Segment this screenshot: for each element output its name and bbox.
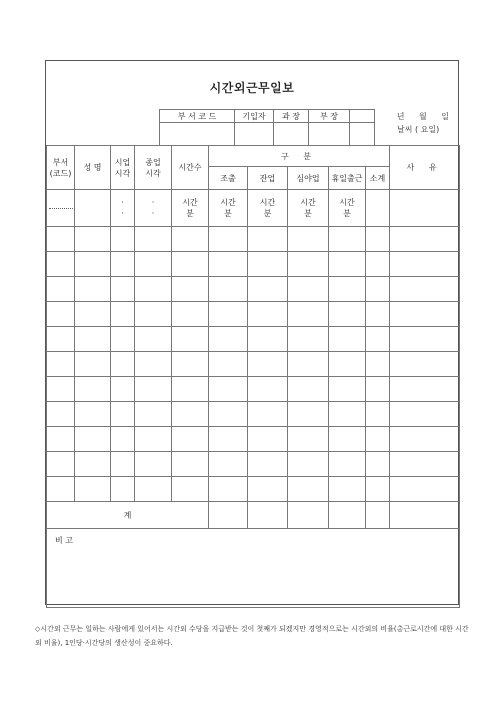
total-early-cell[interactable] xyxy=(209,502,248,529)
table-cell[interactable] xyxy=(248,302,288,327)
director-label: 부 장 xyxy=(309,110,350,123)
table-cell[interactable] xyxy=(111,427,135,452)
table-cell[interactable] xyxy=(248,327,288,352)
dept-code-field[interactable] xyxy=(160,123,235,146)
recorder-label: 기입자 xyxy=(235,110,274,123)
col-hours-header: 시간수 xyxy=(172,146,209,190)
table-cell[interactable] xyxy=(172,302,209,327)
table-row xyxy=(47,402,460,427)
table-cell[interactable] xyxy=(111,252,135,277)
table-cell[interactable] xyxy=(209,302,248,327)
table-cell[interactable] xyxy=(75,277,111,302)
table-cell[interactable] xyxy=(111,452,135,477)
table-cell[interactable] xyxy=(288,427,329,452)
table-cell[interactable] xyxy=(248,427,288,452)
table-cell[interactable] xyxy=(47,252,75,277)
col-dept-header: 부서 (코드) xyxy=(47,146,75,190)
table-cell[interactable] xyxy=(288,302,329,327)
table-cell[interactable] xyxy=(366,377,390,402)
table-cell[interactable] xyxy=(172,327,209,352)
table-cell[interactable] xyxy=(47,277,75,302)
weather-line: 날씨 ( 요일) xyxy=(397,125,440,134)
reason-cell[interactable] xyxy=(390,190,460,227)
holiday-unit-cell[interactable]: 시간 분 xyxy=(329,190,366,227)
table-cell[interactable] xyxy=(248,352,288,377)
date-weather-box xyxy=(393,109,459,143)
manager-sign-field[interactable] xyxy=(274,123,309,146)
table-cell[interactable] xyxy=(111,352,135,377)
table-cell[interactable] xyxy=(366,352,390,377)
table-cell[interactable] xyxy=(288,352,329,377)
total-subtotal-cell[interactable] xyxy=(366,502,390,529)
table-cell[interactable] xyxy=(288,452,329,477)
table-cell[interactable] xyxy=(75,427,111,452)
table-cell[interactable] xyxy=(248,227,288,252)
table-cell[interactable] xyxy=(172,477,209,502)
table-cell[interactable] xyxy=(288,477,329,502)
table-cell[interactable] xyxy=(209,452,248,477)
table-row xyxy=(47,377,460,402)
remarks-row xyxy=(47,529,460,608)
table-cell[interactable] xyxy=(75,327,111,352)
table-cell[interactable] xyxy=(288,252,329,277)
table-cell[interactable] xyxy=(47,227,75,252)
total-holiday-cell[interactable] xyxy=(329,502,366,529)
table-cell[interactable] xyxy=(288,227,329,252)
table-cell[interactable] xyxy=(366,252,390,277)
table-row xyxy=(47,277,460,302)
table-cell[interactable] xyxy=(248,277,288,302)
table-cell[interactable] xyxy=(390,402,460,427)
table-cell[interactable] xyxy=(209,252,248,277)
total-reason-cell[interactable] xyxy=(390,502,460,529)
table-row xyxy=(47,252,460,277)
dept-code-label: 부 서 코 드 xyxy=(160,110,235,123)
manager-label: 과 장 xyxy=(274,110,309,123)
table-cell[interactable] xyxy=(390,277,460,302)
table-cell[interactable] xyxy=(390,452,460,477)
table-cell[interactable] xyxy=(172,427,209,452)
table-cell[interactable] xyxy=(75,302,111,327)
remarks-label: 비 고 xyxy=(55,536,73,545)
table-cell[interactable] xyxy=(172,452,209,477)
table-cell[interactable] xyxy=(390,302,460,327)
table-cell[interactable] xyxy=(135,302,172,327)
table-cell[interactable] xyxy=(135,327,172,352)
table-cell[interactable] xyxy=(329,277,366,302)
table-cell[interactable] xyxy=(329,252,366,277)
start-time-cell[interactable]: · · xyxy=(111,190,135,227)
table-cell[interactable] xyxy=(288,402,329,427)
table-row xyxy=(47,352,460,377)
table-cell[interactable] xyxy=(135,402,172,427)
table-cell[interactable] xyxy=(75,227,111,252)
name-cell[interactable] xyxy=(75,190,111,227)
table-cell[interactable] xyxy=(248,402,288,427)
total-row xyxy=(47,502,460,529)
table-cell[interactable] xyxy=(111,377,135,402)
end-time-cell[interactable]: · · xyxy=(135,190,172,227)
footnote-text: ◇시간외 근무는 일하는 사람에게 있어서는 시간외 수당을 지급받는 것이 첫째가 되겠지만 경영적으로는 시간외의 비율(총근로시간에 대한 시간외 비율), 1인당·시간당의 생산성이 중요하다. xyxy=(35,625,469,647)
table-cell[interactable] xyxy=(172,227,209,252)
table-cell[interactable] xyxy=(288,277,329,302)
table-cell[interactable] xyxy=(172,277,209,302)
table-row xyxy=(47,227,460,252)
table-cell[interactable] xyxy=(366,277,390,302)
table-cell[interactable] xyxy=(390,352,460,377)
col-end-header: 종업 시각 xyxy=(135,146,172,190)
table-cell[interactable] xyxy=(75,477,111,502)
table-cell[interactable] xyxy=(288,327,329,352)
table-cell[interactable] xyxy=(75,377,111,402)
table-cell[interactable] xyxy=(111,277,135,302)
table-cell[interactable] xyxy=(172,352,209,377)
table-cell[interactable] xyxy=(172,252,209,277)
table-cell[interactable] xyxy=(329,327,366,352)
col-reason-header: 사 유 xyxy=(390,146,460,190)
table-cell[interactable] xyxy=(111,402,135,427)
table-row xyxy=(47,427,460,452)
recorder-sign-field[interactable] xyxy=(235,123,274,146)
dept-dotted-cell[interactable] xyxy=(47,190,75,227)
table-cell[interactable] xyxy=(366,227,390,252)
total-label: 계 xyxy=(47,502,209,529)
table-cell[interactable] xyxy=(390,252,460,277)
table-cell[interactable] xyxy=(47,452,75,477)
category-group-header: 구 분 xyxy=(209,146,390,167)
table-cell[interactable] xyxy=(366,402,390,427)
table-cell[interactable] xyxy=(209,377,248,402)
table-cell[interactable] xyxy=(209,227,248,252)
table-cell[interactable] xyxy=(329,302,366,327)
sub-early-header: 조출 xyxy=(209,167,248,190)
table-cell[interactable] xyxy=(172,377,209,402)
table-cell[interactable] xyxy=(329,452,366,477)
table-cell[interactable] xyxy=(111,302,135,327)
table-cell[interactable] xyxy=(288,377,329,402)
table-cell[interactable] xyxy=(75,252,111,277)
overtime-unit-cell[interactable]: 시간 분 xyxy=(248,190,288,227)
unit-row xyxy=(47,190,460,227)
table-cell[interactable] xyxy=(329,427,366,452)
table-cell[interactable] xyxy=(329,477,366,502)
col-start-header: 시업 시각 xyxy=(111,146,135,190)
director-sign-field[interactable] xyxy=(309,123,350,146)
table-cell[interactable] xyxy=(111,477,135,502)
sub-overtime-header: 잔업 xyxy=(248,167,288,190)
table-cell[interactable] xyxy=(209,402,248,427)
remarks-cell[interactable] xyxy=(47,529,460,608)
table-row xyxy=(47,302,460,327)
table-cell[interactable] xyxy=(135,452,172,477)
sub-subtotal-header: 소계 xyxy=(366,167,390,190)
table-cell[interactable] xyxy=(47,352,75,377)
table-cell[interactable] xyxy=(366,427,390,452)
table-cell[interactable] xyxy=(135,377,172,402)
table-cell[interactable] xyxy=(135,252,172,277)
table-cell[interactable] xyxy=(135,227,172,252)
table-cell[interactable] xyxy=(390,477,460,502)
table-cell[interactable] xyxy=(209,352,248,377)
table-cell[interactable] xyxy=(390,227,460,252)
table-row xyxy=(47,327,460,352)
dotted-separator xyxy=(49,208,73,209)
table-cell[interactable] xyxy=(366,452,390,477)
approval-extra-cell xyxy=(350,110,375,123)
table-cell[interactable] xyxy=(47,427,75,452)
table-row xyxy=(47,477,460,502)
table-cell[interactable] xyxy=(209,327,248,352)
table-cell[interactable] xyxy=(111,227,135,252)
table-cell[interactable] xyxy=(390,427,460,452)
table-cell[interactable] xyxy=(209,427,248,452)
table-cell[interactable] xyxy=(390,377,460,402)
table-cell[interactable] xyxy=(172,402,209,427)
table-cell[interactable] xyxy=(209,277,248,302)
table-cell[interactable] xyxy=(135,427,172,452)
overtime-table xyxy=(46,145,460,608)
table-cell[interactable] xyxy=(329,402,366,427)
table-cell[interactable] xyxy=(390,327,460,352)
table-cell[interactable] xyxy=(47,302,75,327)
table-cell[interactable] xyxy=(248,477,288,502)
table-cell[interactable] xyxy=(248,452,288,477)
table-cell[interactable] xyxy=(329,227,366,252)
early-unit-cell[interactable]: 시간 분 xyxy=(209,190,248,227)
sub-night-header: 심야업 xyxy=(288,167,329,190)
table-cell[interactable] xyxy=(248,377,288,402)
table-cell[interactable] xyxy=(329,352,366,377)
page-title: 시간외근무일보 xyxy=(209,81,295,95)
table-cell[interactable] xyxy=(75,452,111,477)
night-unit-cell[interactable]: 시간 분 xyxy=(288,190,329,227)
table-cell[interactable] xyxy=(75,402,111,427)
table-cell[interactable] xyxy=(75,352,111,377)
total-overtime-cell[interactable] xyxy=(248,502,288,529)
table-cell[interactable] xyxy=(366,302,390,327)
table-cell[interactable] xyxy=(329,377,366,402)
form-page xyxy=(45,60,459,605)
table-cell[interactable] xyxy=(209,477,248,502)
col-name-header: 성 명 xyxy=(75,146,111,190)
hours-unit-cell[interactable]: 시간 분 xyxy=(172,190,209,227)
date-line: 년 월 일 xyxy=(396,112,455,121)
table-cell[interactable] xyxy=(47,327,75,352)
table-cell[interactable] xyxy=(47,377,75,402)
sub-holiday-header: 휴일출근 xyxy=(329,167,366,190)
table-cell[interactable] xyxy=(135,277,172,302)
table-cell[interactable] xyxy=(366,477,390,502)
table-cell[interactable] xyxy=(47,477,75,502)
table-cell[interactable] xyxy=(135,352,172,377)
table-cell[interactable] xyxy=(135,477,172,502)
approval-extra-field[interactable] xyxy=(350,123,375,146)
subtotal-cell[interactable] xyxy=(366,190,390,227)
table-cell[interactable] xyxy=(111,327,135,352)
total-night-cell[interactable] xyxy=(288,502,329,529)
approval-table xyxy=(159,109,375,146)
table-cell[interactable] xyxy=(366,327,390,352)
table-cell[interactable] xyxy=(47,402,75,427)
table-row xyxy=(47,452,460,477)
table-cell[interactable] xyxy=(248,252,288,277)
